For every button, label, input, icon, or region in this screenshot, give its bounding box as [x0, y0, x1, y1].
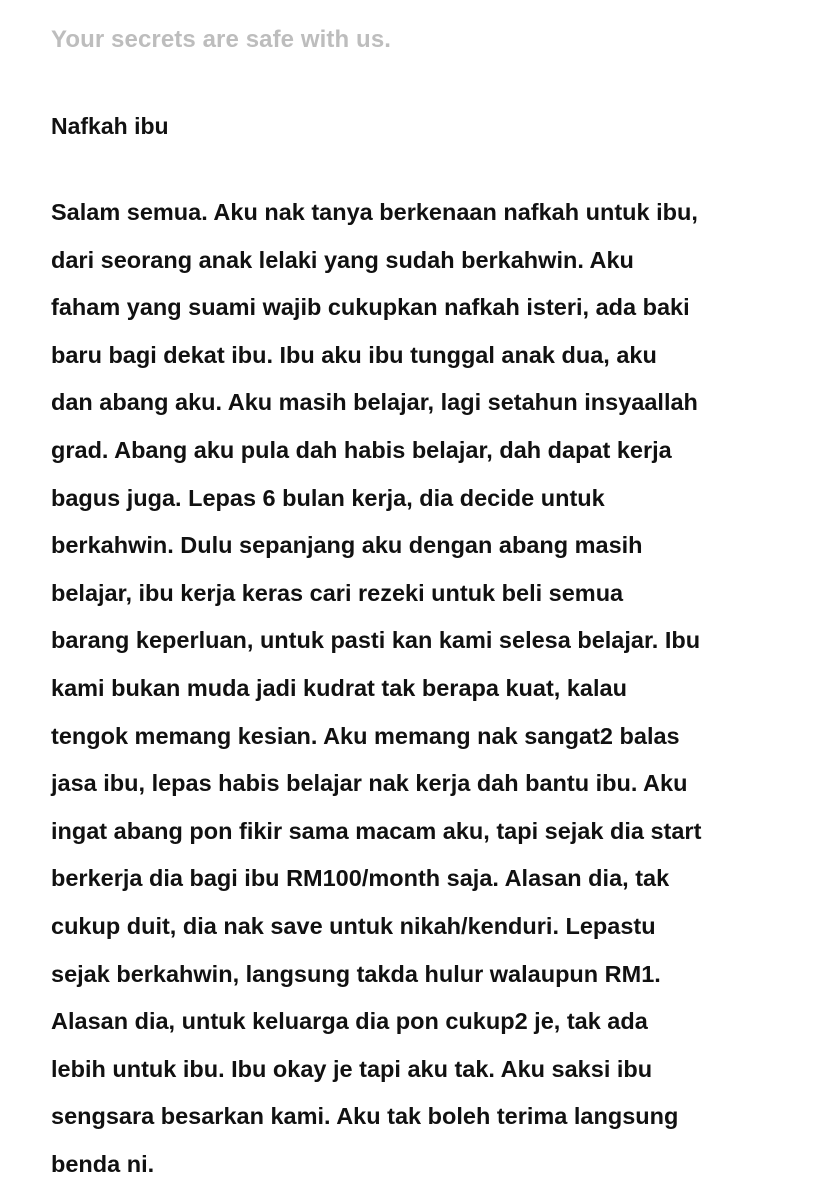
post-line: berkerja dia bagi ibu RM100/month saja. Alasan dia, tak: [51, 865, 670, 892]
post-line: cukup duit, dia nak save untuk nikah/kenduri. Lepastu: [51, 912, 656, 939]
post-line: kami bukan muda jadi kudrat tak berapa kuat, kalau: [51, 674, 627, 701]
post-line: barang keperluan, untuk pasti kan kami selesa belajar. Ibu: [51, 627, 701, 654]
post-title: Nafkah ibu: [51, 113, 169, 139]
post-line: dan abang aku. Aku masih belajar, lagi setahun insyaallah: [51, 389, 698, 416]
post-line: sejak berkahwin, langsung takda hulur walaupun RM1.: [51, 960, 661, 987]
post-line: sengsara besarkan kami. Aku tak boleh terima langsung: [51, 1103, 679, 1130]
post-line: dari seorang anak lelaki yang sudah berkahwin. Aku: [51, 246, 634, 273]
site-tagline: Your secrets are safe with us.: [51, 26, 392, 53]
post-line: jasa ibu, lepas habis belajar nak kerja dah bantu ibu. Aku: [51, 770, 688, 797]
post-line: benda ni.: [51, 1150, 155, 1177]
post-line: berkahwin. Dulu sepanjang aku dengan abang masih: [51, 532, 643, 559]
post-line: Alasan dia, untuk keluarga dia pon cukup2 je, tak ada: [51, 1008, 648, 1035]
post-line: ingat abang pon fikir sama macam aku, tapi sejak dia start: [51, 817, 702, 844]
post-line: lebih untuk ibu. Ibu okay je tapi aku tak. Aku saksi ibu: [51, 1055, 653, 1082]
post-line: Salam semua. Aku nak tanya berkenaan nafkah untuk ibu,: [51, 199, 698, 225]
post-line: belajar, ibu kerja keras cari rezeki untuk beli semua: [51, 579, 624, 606]
post-line: grad. Abang aku pula dah habis belajar, dah dapat kerja: [51, 436, 672, 463]
post-line: tengok memang kesian. Aku memang nak sangat2 balas: [51, 722, 680, 749]
post-line: baru bagi dekat ibu. Ibu aku ibu tunggal anak dua, aku: [51, 341, 657, 368]
post-line: bagus juga. Lepas 6 bulan kerja, dia decide untuk: [51, 484, 605, 511]
post-line: faham yang suami wajib cukupkan nafkah isteri, ada baki: [51, 294, 690, 321]
post-body: [51, 194, 701, 1193]
